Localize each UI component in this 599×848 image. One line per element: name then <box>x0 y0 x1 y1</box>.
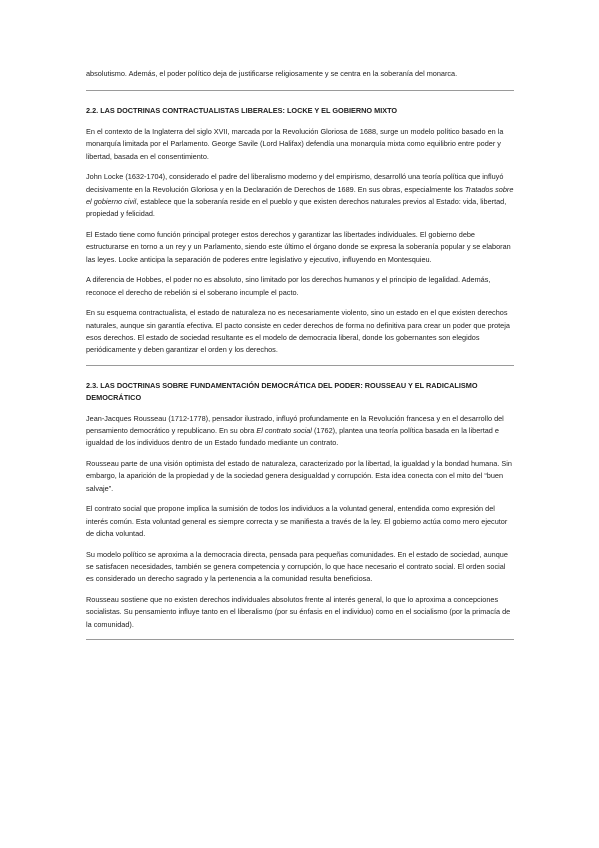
section-2-2-paragraph-2 <box>86 171 514 220</box>
section-divider <box>86 639 514 640</box>
document-body <box>86 68 514 640</box>
book-title-rousseau: El contrato social <box>256 426 312 436</box>
intro-continuation-paragraph: absolutismo. Además, el poder político deja de justificarse religiosamente y se centra en la soberanía del monarca. <box>86 69 458 78</box>
section-2-2 <box>86 105 514 356</box>
paragraph-text: , establece que la soberanía reside en el pueblo y que existen derechos naturales previos al Estado: vida, libertad, propiedad y felicidad. <box>86 196 507 219</box>
section-2-3-paragraph-3: El contrato social que propone implica la sumisión de todos los individuos a la voluntad general, entendida como expresión del interés común. Esta voluntad general es siempre correcta y se manifiesta a través de la ley. El gobierno actúa como mero ejecutor de dicha voluntad. <box>86 504 508 539</box>
section-divider <box>86 365 514 366</box>
section-2-2-paragraph-4: A diferencia de Hobbes, el poder no es absoluto, sino limitado por los derechos humanos y el principio de legalidad. Además, reconoce el derecho de rebelión si el soberano incumple el pacto. <box>86 275 491 297</box>
paragraph-text: John Locke (1632-1704), considerado el padre del liberalismo moderno y del empirismo, desarrolló una teoría política que influyó decisivamente en la Revolución Gloriosa y en la Declaración de Derechos de 1689. En sus obras, especialmente los <box>86 172 504 194</box>
section-2-2-heading: 2.2. LAS DOCTRINAS CONTRACTUALISTAS LIBERALES: LOCKE Y EL GOBIERNO MIXTO <box>86 106 398 116</box>
section-2-3-heading: 2.3. LAS DOCTRINAS SOBRE FUNDAMENTACIÓN DEMOCRÁTICA DEL PODER: ROUSSEAU Y EL RADICALISMO DEMOCRÁTICO <box>86 380 478 403</box>
section-2-2-paragraph-1: En el contexto de la Inglaterra del siglo XVII, marcada por la Revolución Gloriosa de 1688, surge un modelo político basado en la monarquía limitada por el Parlamento. George Savile (Lord Halifax) defendía una monarquía mixta como equilibrio entre poder y libertad, basada en el consentimiento. <box>86 127 504 161</box>
section-2-2-paragraph-3: El Estado tiene como función principal proteger estos derechos y garantizar las libertades individuales. El gobierno debe estructurarse en torno a un rey y un Parlamento, siendo este último el órgano donde se expresa la soberanía popular y se elaboran las leyes. Locke anticipa la separación de poderes entre legislativo y ejecutivo, influyendo en Montesquieu. <box>86 229 511 264</box>
section-divider <box>86 90 514 91</box>
section-2-3-paragraph-1 <box>86 413 514 450</box>
section-2-3-paragraph-2: Rousseau parte de una visión optimista del estado de naturaleza, caracterizado por la libertad, la igualdad y la bondad humana. Sin embargo, la aparición de la propiedad y de la sociedad genera desigualdad y corrupción. Esta idea conecta con el mito del “buen salvaje”. <box>86 459 512 493</box>
section-2-2-paragraph-5: En su esquema contractualista, el estado de naturaleza no es necesariamente violento, sino un estado en el que existen derechos naturales, aunque sin garantía efectiva. El pacto consiste en ceder derechos de forma no definitiva para crear un poder que proteja esos derechos. El estado de sociedad resultante es el modelo de democracia liberal, donde los gobernantes son elegidos periódicamente y deben garantizar el orden y los derechos. <box>86 308 510 355</box>
paragraph-text: Jean-Jacques Rousseau (1712-1778), pensador ilustrado, influyó profundamente en la Revolución francesa y en el desarrollo del pensamiento democrático y republicano. En su obra <box>86 413 504 436</box>
section-2-3-paragraph-4: Su modelo político se aproxima a la democracia directa, pensada para pequeñas comunidades. En el estado de sociedad, aunque se satisfacen necesidades, también se genera competencia y corrupción, lo que hace necesario el contrato social. El orden social es considerado un derecho sagrado y la pertenencia a la comunidad resulta beneficiosa. <box>86 549 508 584</box>
section-2-3 <box>86 380 514 631</box>
book-title-locke: Tratados sobre el gobierno civil <box>86 184 514 206</box>
section-2-3-paragraph-5: Rousseau sostiene que no existen derechos individuales absolutos frente al interés general, lo que lo aproxima a concepciones socialistas. Su pensamiento influye tanto en el liberalismo (por su énfasis en el individuo) como en el socialismo (por la primacía de la comunidad). <box>86 595 511 629</box>
paragraph-text: (1762), plantea una teoría política basada en la libertad e igualdad de los individuos dentro de un Estado fundado mediante un contrato. <box>86 426 499 448</box>
